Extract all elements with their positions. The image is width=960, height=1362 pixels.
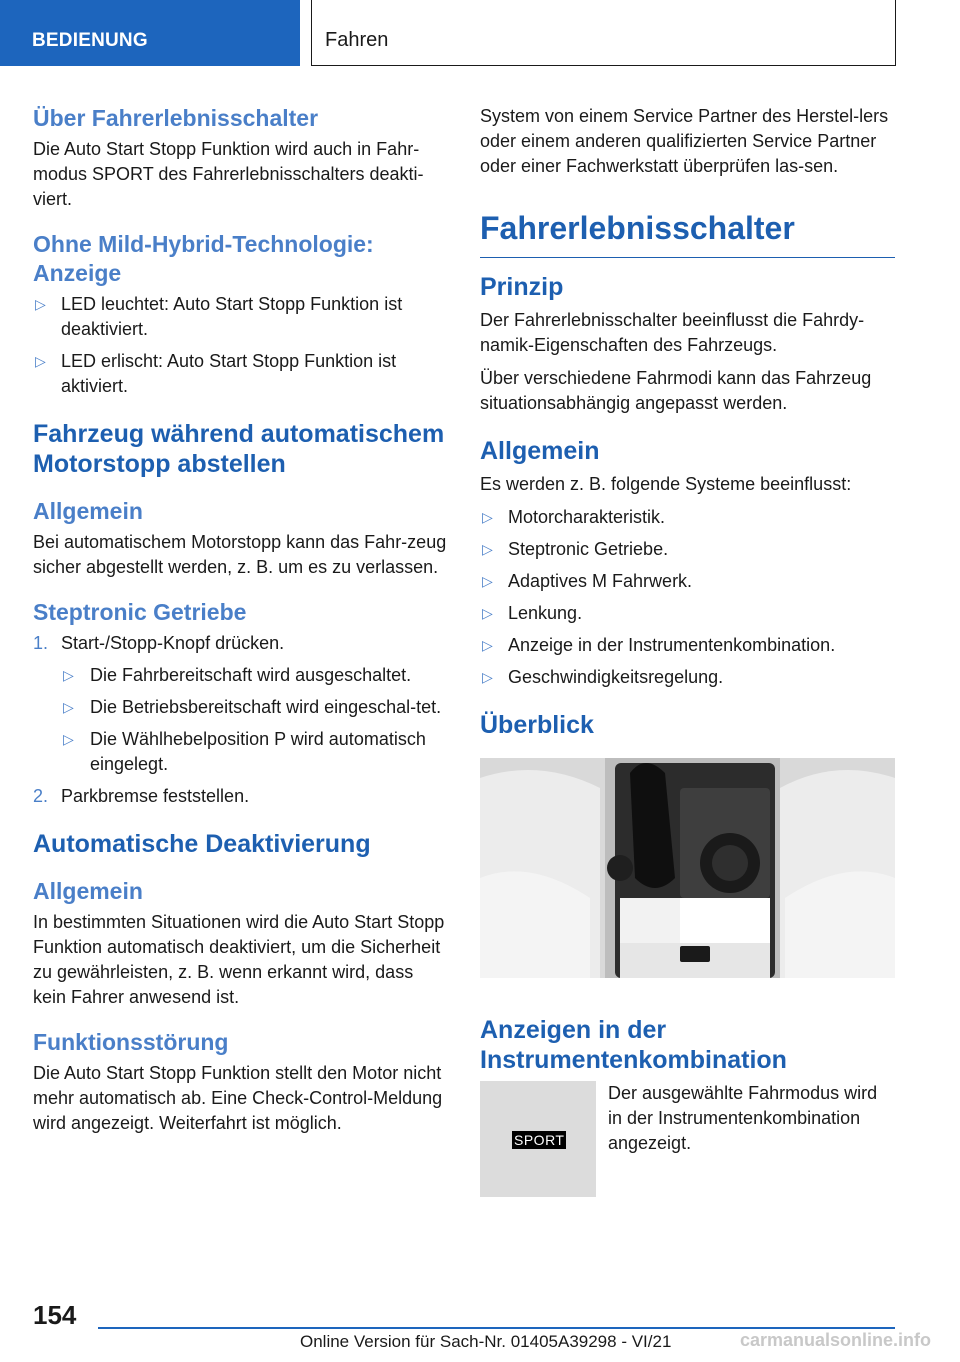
triangle-bullet-icon: ▷ xyxy=(35,353,46,369)
paragraph-funktionsstoerung: Die Auto Start Stopp Funktion stellt den Motor nicht mehr automatisch ab. Eine Check-Control-Meldung wird angezeigt. Weiterfahrt ist möglich. xyxy=(33,1063,443,1133)
heading-ohne-mild-hybrid: Ohne Mild-Hybrid-Technologie: Anzeige xyxy=(33,231,374,286)
paragraph-allgemein-abstellen: Bei automatischem Motorstopp kann das Fahr-zeug sicher abgestellt werden, z. B. um es zu verlassen. xyxy=(33,532,447,577)
sport-mode-label: SPORT xyxy=(514,1132,565,1148)
list-item: ▷ Adaptives M Fahrwerk. xyxy=(480,569,895,594)
list-item: ▷ Die Fahrbereitschaft wird ausgeschaltet. xyxy=(61,663,451,688)
heading-ueberblick: Überblick xyxy=(480,711,594,739)
list-item: ▷ Steptronic Getriebe. xyxy=(480,537,895,562)
triangle-bullet-icon: ▷ xyxy=(482,509,493,525)
list-item: ▷ Geschwindigkeitsregelung. xyxy=(480,665,895,690)
triangle-bullet-icon: ▷ xyxy=(63,731,74,747)
heading-funktionsstoerung: Funktionsstörung xyxy=(33,1029,229,1055)
step-item: 1. Start-/Stopp-Knopf drücken. ▷ Die Fahrbereitschaft wird ausgeschaltet. ▷ Die Betriebsbereitschaft wird eingeschal-tet. ▷ Die Wählhebelposition P wird automatisch eingelegt. xyxy=(33,631,451,777)
step-item: 2. Parkbremse feststellen. xyxy=(33,784,451,809)
heading-prinzip: Prinzip xyxy=(480,273,564,301)
list-systems xyxy=(480,505,895,690)
paragraph-ueber-fahrerlebnisschalter: Die Auto Start Stopp Funktion wird auch in Fahr-modus SPORT des Fahrerlebnisschalters deakti-viert. xyxy=(33,139,424,209)
step-number: 2. xyxy=(33,786,49,806)
sport-display-row xyxy=(480,1081,895,1197)
sport-display-image xyxy=(480,1081,596,1197)
triangle-bullet-icon: ▷ xyxy=(63,699,74,715)
header-chapter-box xyxy=(311,0,896,66)
triangle-bullet-icon: ▷ xyxy=(482,669,493,685)
triangle-bullet-icon: ▷ xyxy=(63,667,74,683)
page-number: 154 xyxy=(33,1300,77,1330)
paragraph-prinzip-2: Über verschiedene Fahrmodi kann das Fahrzeug situationsabhängig angepasst werden. xyxy=(480,368,872,413)
heading-allgemein: Allgemein xyxy=(480,437,600,465)
list-item: ▷ Die Wählhebelposition P wird automatisch eingelegt. xyxy=(63,729,426,774)
list-led-states xyxy=(33,292,451,399)
heading-allgemein-deaktivierung: Allgemein xyxy=(33,878,143,904)
substeps-list xyxy=(61,663,451,777)
paragraph-prinzip-1: Der Fahrerlebnisschalter beeinflusst die Fahrdy-namik-Eigenschaften des Fahrzeugs. xyxy=(480,310,865,355)
list-item: ▷ LED leuchtet: Auto Start Stopp Funktion ist deaktiviert. xyxy=(35,294,403,339)
heading-fahrzeug-abstellen: Fahrzeug während automatischem Motorstopp abstellen xyxy=(33,420,445,478)
triangle-bullet-icon: ▷ xyxy=(482,541,493,557)
step-number: 1. xyxy=(33,633,49,653)
header-section-tab xyxy=(0,0,300,66)
header-section-label: BEDIENUNG xyxy=(32,30,148,51)
heading-steptronic-getriebe: Steptronic Getriebe xyxy=(33,599,247,625)
triangle-bullet-icon: ▷ xyxy=(482,637,493,653)
header-chapter-label: Fahren xyxy=(325,29,389,51)
heading-allgemein-abstellen: Allgemein xyxy=(33,498,143,524)
heading-ueber-fahrerlebnisschalter: Über Fahrerlebnisschalter xyxy=(33,105,319,131)
triangle-bullet-icon: ▷ xyxy=(35,296,46,312)
left-column xyxy=(33,98,451,1144)
list-item: ▷ Die Betriebsbereitschaft wird eingeschal-tet. xyxy=(61,695,451,720)
paragraph-allgemein-deaktivierung: In bestimmten Situationen wird die Auto Start Stopp Funktion automatisch deaktiviert, um die Sicherheit zu gewährleisten, z. B. wenn erkannt wird, dass kein Fahrer anwesend ist. xyxy=(33,912,445,1007)
right-column xyxy=(480,98,895,1197)
footer-divider xyxy=(98,1327,895,1329)
paragraph-continued: System von einem Service Partner des Herstel-lers oder einem anderen qualifizierten Service Partner oder einer Fachwerkstatt überprüfen las-sen. xyxy=(480,106,889,176)
list-item: ▷ Lenkung. xyxy=(480,601,895,626)
watermark: carmanualsonline.info xyxy=(740,1330,932,1350)
paragraph-allgemein: Es werden z. B. folgende Systeme beeinflusst: xyxy=(480,474,852,494)
gear-selector-photo xyxy=(480,758,895,978)
steps-list xyxy=(33,631,451,809)
triangle-bullet-icon: ▷ xyxy=(482,573,493,589)
heading-fahrerlebnisschalter: Fahrerlebnisschalter xyxy=(480,209,895,258)
list-item: ▷ Motorcharakteristik. xyxy=(480,505,895,530)
heading-anzeigen: Anzeigen in der Instrumentenkombination xyxy=(480,1016,787,1074)
list-item: ▷ Anzeige in der Instrumentenkombination. xyxy=(480,633,895,658)
list-item: ▷ LED erlischt: Auto Start Stopp Funktion ist aktiviert. xyxy=(35,351,397,396)
footer-version-text: Online Version für Sach-Nr. 01405A39298 - VI/21 xyxy=(300,1332,672,1351)
paragraph-anzeigen: Der ausgewählte Fahrmodus wird in der Instrumentenkombination angezeigt. xyxy=(608,1083,878,1153)
heading-automatische-deaktivierung: Automatische Deaktivierung xyxy=(33,830,371,858)
triangle-bullet-icon: ▷ xyxy=(482,605,493,621)
